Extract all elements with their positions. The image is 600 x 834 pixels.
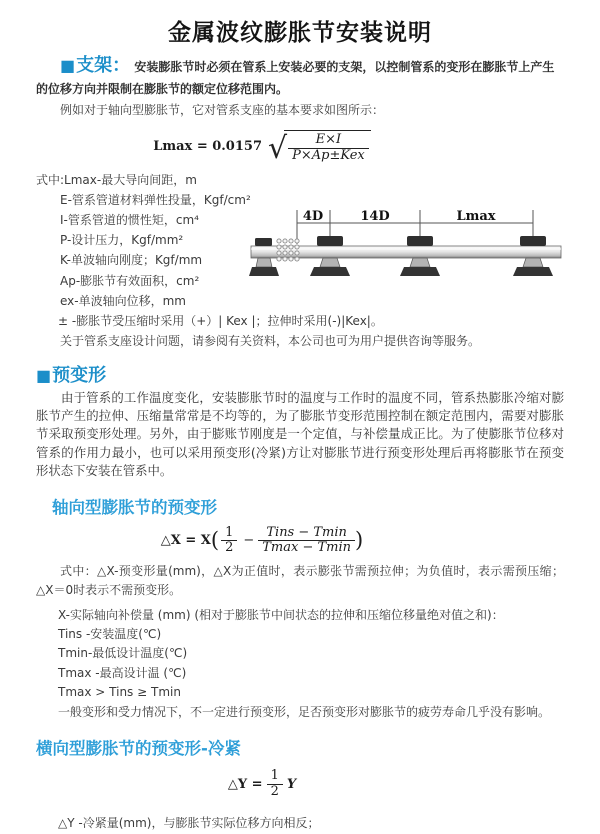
lateral-formula-lhs: △Y = (227, 777, 263, 793)
pipe-support-diagram-svg (246, 207, 588, 305)
page-title: 金属波纹膨胀节安装说明 (168, 20, 432, 46)
definition-line: P-设计压力，Kgf/mm² (60, 233, 184, 248)
half-denominator: 2 (225, 540, 234, 556)
temp-relation-line: Tmax > Tins ≥ Tmin (58, 685, 181, 700)
axial-subheading: 轴向型膨胀节的预变形 (52, 497, 217, 517)
lmax-formula-lhs: Lmax = 0.0157 (153, 139, 262, 155)
predeform-section-heading (36, 366, 564, 385)
definition-line: E-管系管道材料弹性投量，Kgf/cm² (60, 193, 251, 207)
axial-explain-paragraph: 式中：△X-预变形量(mm)，△X为正值时，表示膨张节需预拉伸；为负值时，表示需预压缩；△X＝0时表示不需预变形。 (36, 564, 564, 597)
lateral-half-denominator: 2 (270, 784, 279, 800)
dim-label-14d: 14D (360, 209, 390, 224)
tmax-line: Tmax -最高设计温 (℃) (58, 665, 187, 680)
definition-line: I-管系管道的惯性矩，cm⁴ (60, 213, 199, 228)
consult-note: 关于管系支座设计问题，请参阅有关资料，本公司也可为用户提供咨询等服务。 (60, 334, 481, 349)
predeform-section-label: 预变形 (52, 364, 107, 386)
axial-formula-lhs: △X = X (160, 533, 211, 549)
definition-line: ex-单波轴向位移，mm (60, 293, 186, 308)
sqrt-radical (268, 130, 371, 164)
lmax-sqrt-denominator: P×Ap±Kex (292, 147, 365, 163)
support-section-heading (60, 55, 130, 76)
support-intro-text: 安装膨胀节时必须在管系上安装必要的支架，以控制管系的变形在膨胀节上产生的位移方向并限制在膨胀节的额定位移范围内。 (36, 60, 555, 97)
lateral-half-numerator: 1 (267, 769, 283, 785)
tmin-line: Tmin-最低设计温度(℃) (58, 646, 188, 661)
lmax-formula (153, 130, 371, 164)
section-square-icon: ■ (60, 56, 76, 75)
radical-sign-icon: √ (268, 130, 288, 166)
dim-label-4d: 4D (302, 209, 324, 224)
minus-operator: − (243, 533, 255, 549)
pipe-support-diagram (246, 207, 588, 305)
temp-fraction-numerator: Tins − Tmin (258, 526, 355, 542)
dim-label-lmax: Lmax (456, 209, 496, 224)
tins-line: Tins -安装温度(℃) (58, 627, 162, 642)
section-square-icon: ■ (36, 365, 52, 385)
support-example-line: 例如对于轴向型膨胀节，它对管系支座的基本要求如图所示： (60, 103, 385, 118)
axial-formula (161, 526, 363, 557)
definition-line: 式中:Lmax-最大导向间距，m (36, 172, 197, 187)
definition-line: K-单波轴向刚度；Kgf/mm (60, 253, 203, 268)
close-paren: ) (355, 528, 364, 553)
predeform-paragraph: 由于管系的工作温度变化，安装膨胀节时的温度与工作时的温度不同，管系热膨胀冷缩对膨胀节产生的拉伸、压缩量常常是不均等的，为了膨胀节变形范围控制在额定范围内，需要对膨胀节采取预变形处理。另外，由于膨账节刚度是一个定值，与补偿量成正比。为了使膨胀节位移对管系的作用力最小，也可以采用预变形(冷紧)方让对膨胀节进行预变形处理后再将膨胀节在预变形状态下安装在管系中。 (36, 389, 564, 479)
open-paren: ( (210, 528, 220, 553)
x-definition-line: X-实际轴向补偿量 (mm) (相对于膨胀节中间状态的拉伸和压缩位移量绝对值之和)： (58, 607, 504, 622)
support-intro-paragraph (36, 56, 564, 100)
lmax-sqrt-numerator: E×I (288, 133, 369, 149)
document-page (0, 14, 600, 834)
definition-line: Ap-膨胀节有效面积，cm² (60, 273, 200, 288)
plus-minus-note: ± -膨胀节受压缩时采用（+）| Kex |；拉伸时采用(-)|Kex|。 (58, 313, 383, 328)
lateral-subheading: 横向型膨胀节的预变形-冷紧 (36, 739, 241, 759)
lateral-note-line: △Y -冷紧量(mm)，与膨胀节实际位移方向相反； (58, 816, 320, 831)
axial-note-line: 一般变形和受力情况下，不一定进行预变形，足否预变形对膨胀节的疲劳寿命几乎没有影响。 (58, 704, 551, 719)
lateral-formula-rhs: Y (286, 777, 297, 793)
half-numerator: 1 (221, 526, 237, 542)
lateral-formula (228, 769, 296, 800)
support-section-label: 支架： (76, 55, 131, 76)
temp-fraction-denominator: Tmax − Tmin (262, 540, 352, 556)
